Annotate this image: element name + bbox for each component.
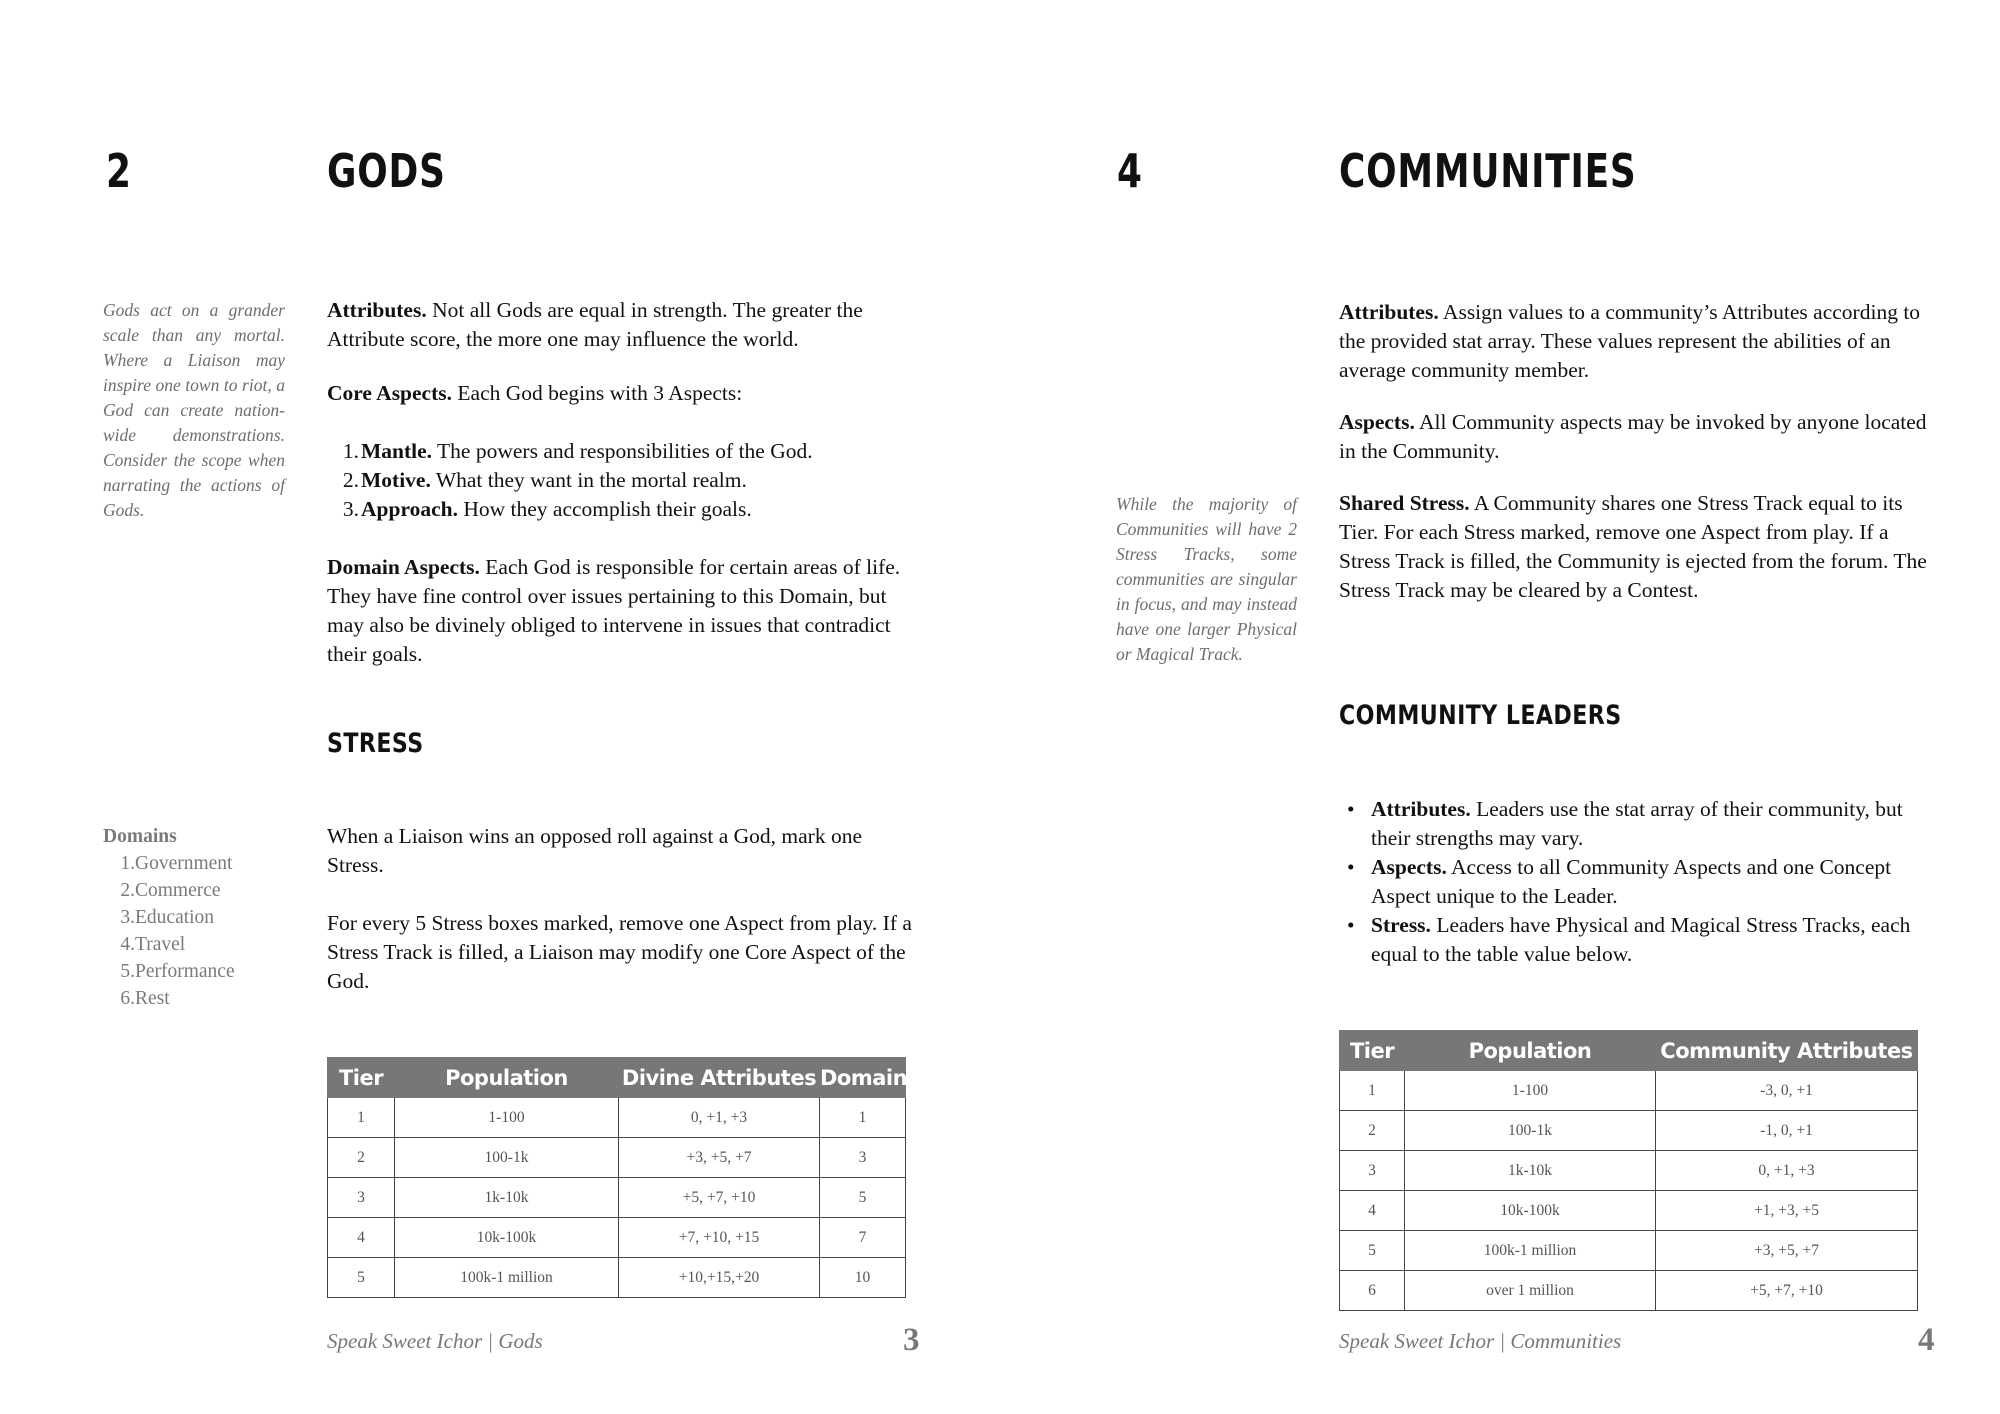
list-item: [327, 437, 917, 466]
table-cell: 3: [328, 1178, 395, 1218]
paragraph-aspects: [1339, 408, 1929, 466]
table-cell: +5, +7, +10: [619, 1178, 820, 1218]
column-header: Divine Attributes: [619, 1058, 820, 1098]
list-number: 6.: [120, 988, 135, 1009]
paragraph-label: Core Aspects.: [327, 381, 453, 405]
table-row: [1340, 1271, 1918, 1311]
list-label: Stress.: [1371, 913, 1431, 937]
domain-item: [103, 850, 293, 877]
domain-item: [103, 985, 293, 1012]
communities-table: [1339, 1030, 1918, 1311]
list-text: The powers and responsibilities of the God.: [432, 439, 813, 463]
sidenote: While the majority of Communities will have 2 Stress Tracks, some communities are singular in focus, and may instead have one larger Physical or Magical Track.: [1116, 494, 1297, 664]
column-header: Population: [1405, 1031, 1656, 1071]
table-row: [328, 1098, 906, 1138]
table-cell: 3: [820, 1138, 906, 1178]
paragraph-text: A Community shares one Stress Track equal to its Tier. For each Stress marked, remove one Aspect from play. If a Stress Track is filled, the Community is ejected from the forum. The Stress Track may be cleared by a Contest.: [1339, 491, 1927, 602]
paragraph-text: Each God begins with 3 Aspects:: [452, 381, 743, 405]
table-cell: 5: [820, 1178, 906, 1218]
table-cell: 1: [328, 1098, 395, 1138]
paragraph-label: Attributes.: [327, 298, 427, 322]
list-number: 3.: [342, 497, 359, 521]
domains-heading: Domains: [103, 826, 177, 847]
page-title: GODS: [327, 144, 446, 198]
chapter-number: 2: [106, 144, 131, 198]
domain-name: Government: [135, 853, 233, 874]
table-cell: +7, +10, +15: [619, 1218, 820, 1258]
list-label: Motive.: [361, 468, 431, 492]
list-number: 4.: [120, 934, 135, 955]
table-cell: 0, +1, +3: [1656, 1151, 1918, 1191]
column-header: Tier: [328, 1058, 395, 1098]
list-text: What they want in the mortal realm.: [430, 468, 747, 492]
list-number: 1.: [120, 853, 135, 874]
column-header: Tier: [1340, 1031, 1405, 1071]
table-cell: -3, 0, +1: [1656, 1071, 1918, 1111]
stress-text: [327, 822, 917, 996]
leaders-list: [1339, 795, 1929, 969]
column-header: Community Attributes: [1656, 1031, 1918, 1071]
list-number: 3.: [120, 907, 135, 928]
list-label: Aspects.: [1371, 855, 1447, 879]
section-title-leaders: COMMUNITY LEADERS: [1339, 700, 1622, 731]
list-item: [327, 466, 917, 495]
list-number: 2.: [342, 468, 359, 492]
column-header: Domains: [820, 1058, 906, 1098]
list-label: Attributes.: [1371, 797, 1471, 821]
paragraph: For every 5 Stress boxes marked, remove one Aspect from play. If a Stress Track is filled, a Liaison may modify one Core Aspect of the God.: [327, 911, 912, 993]
table-cell: 1-100: [1405, 1071, 1656, 1111]
list-text: Access to all Community Aspects and one Concept Aspect unique to the Leader.: [1371, 855, 1892, 908]
paragraph-text: All Community aspects may be invoked by anyone located in the Community.: [1339, 410, 1927, 463]
paragraph-text: Each God is responsible for certain areas of life. They have fine control over issues pertaining to this Domain, but may also be divinely obliged to intervene in issues that contradict their goals.: [327, 555, 901, 666]
table-cell: 2: [1340, 1111, 1405, 1151]
domain-item: [103, 958, 293, 985]
paragraph-text: Assign values to a community’s Attributes according to the provided stat array. These values represent the abilities of an average community member.: [1339, 300, 1921, 382]
table-row: [328, 1218, 906, 1258]
table-cell: 100-1k: [395, 1138, 619, 1178]
list-text: Leaders use the stat array of their community, but their strengths may vary.: [1371, 797, 1903, 850]
section-title-stress: STRESS: [327, 728, 424, 759]
paragraph-attributes: [327, 296, 917, 354]
domain-item: [103, 904, 293, 931]
main-text: [327, 296, 917, 669]
list-label: Approach.: [361, 497, 458, 521]
paragraph: When a Liaison wins an opposed roll against a God, mark one Stress.: [327, 824, 862, 877]
table-cell: +10,+15,+20: [619, 1258, 820, 1298]
list-number: 1.: [342, 439, 359, 463]
table-cell: 4: [1340, 1191, 1405, 1231]
table-row: [1340, 1071, 1918, 1111]
table-cell: 5: [328, 1258, 395, 1298]
main-text: [1339, 298, 1929, 605]
list-number: 5.: [120, 961, 135, 982]
leaders-text: [1339, 795, 1929, 969]
table-cell: 1k-10k: [395, 1178, 619, 1218]
page-footer: Speak Sweet Ichor | Gods: [327, 1329, 543, 1353]
table-cell: +5, +7, +10: [1656, 1271, 1918, 1311]
table-cell: 5: [1340, 1231, 1405, 1271]
table-cell: 0, +1, +3: [619, 1098, 820, 1138]
list-item: [1339, 795, 1929, 853]
table-cell: 1: [1340, 1071, 1405, 1111]
table-row: [328, 1138, 906, 1178]
table-cell: 1: [820, 1098, 906, 1138]
table-cell: -1, 0, +1: [1656, 1111, 1918, 1151]
domain-name: Rest: [135, 988, 170, 1009]
list-item: [327, 495, 917, 524]
page-footer: Speak Sweet Ichor | Communities: [1339, 1329, 1622, 1353]
domain-name: Education: [135, 907, 215, 928]
table-cell: 4: [328, 1218, 395, 1258]
list-text: Leaders have Physical and Magical Stress Tracks, each equal to the table value below.: [1371, 913, 1911, 966]
table-cell: 1k-10k: [1405, 1151, 1656, 1191]
domain-name: Travel: [135, 934, 186, 955]
paragraph-core-aspects: [327, 379, 917, 408]
table-cell: 10: [820, 1258, 906, 1298]
table-cell: 3: [1340, 1151, 1405, 1191]
domain-item: [103, 877, 293, 904]
domain-item: [103, 931, 293, 958]
paragraph-shared-stress: [1339, 489, 1929, 605]
paragraph-label: Shared Stress.: [1339, 491, 1470, 515]
table-cell: +3, +5, +7: [1656, 1231, 1918, 1271]
paragraph-label: Aspects.: [1339, 410, 1415, 434]
table-cell: 1-100: [395, 1098, 619, 1138]
table-cell: 2: [328, 1138, 395, 1178]
table-row: [328, 1258, 906, 1298]
table-row: [1340, 1231, 1918, 1271]
table-cell: +3, +5, +7: [619, 1138, 820, 1178]
paragraph-text: Not all Gods are equal in strength. The greater the Attribute score, the more one may influence the world.: [327, 298, 863, 351]
page-title: COMMUNITIES: [1339, 144, 1637, 198]
table-header-row: [1340, 1031, 1918, 1071]
table-header-row: [328, 1058, 906, 1098]
page-number: 3: [903, 1322, 920, 1358]
table-cell: over 1 million: [1405, 1271, 1656, 1311]
list-text: How they accomplish their goals.: [457, 497, 752, 521]
domain-name: Performance: [135, 961, 235, 982]
table-cell: 100-1k: [1405, 1111, 1656, 1151]
page-number: 4: [1918, 1322, 1935, 1358]
table-cell: 6: [1340, 1271, 1405, 1311]
table-cell: 100k-1 million: [1405, 1231, 1656, 1271]
table-cell: 10k-100k: [395, 1218, 619, 1258]
column-header: Population: [395, 1058, 619, 1098]
domains-list: [103, 823, 293, 1012]
table-row: [1340, 1191, 1918, 1231]
list-item: [1339, 853, 1929, 911]
sidenote: Gods act on a grander scale than any mortal. Where a Liaison may inspire one town to riot, a God can create nation-wide demonstrations. Consider the scope when narrating the actions of Gods.: [103, 300, 285, 520]
paragraph-attributes: [1339, 298, 1929, 385]
table-cell: 10k-100k: [1405, 1191, 1656, 1231]
table-row: [1340, 1111, 1918, 1151]
table-cell: 7: [820, 1218, 906, 1258]
core-aspects-list: [327, 437, 917, 524]
table-cell: 100k-1 million: [395, 1258, 619, 1298]
list-number: 2.: [120, 880, 135, 901]
list-item: [1339, 911, 1929, 969]
table-cell: +1, +3, +5: [1656, 1191, 1918, 1231]
list-label: Mantle.: [361, 439, 433, 463]
table-row: [328, 1178, 906, 1218]
table-row: [1340, 1151, 1918, 1191]
gods-table: [327, 1057, 920, 1298]
paragraph-label: Domain Aspects.: [327, 555, 480, 579]
paragraph-domain-aspects: [327, 553, 917, 669]
paragraph-label: Attributes.: [1339, 300, 1439, 324]
chapter-number: 4: [1117, 144, 1142, 198]
domain-name: Commerce: [135, 880, 221, 901]
